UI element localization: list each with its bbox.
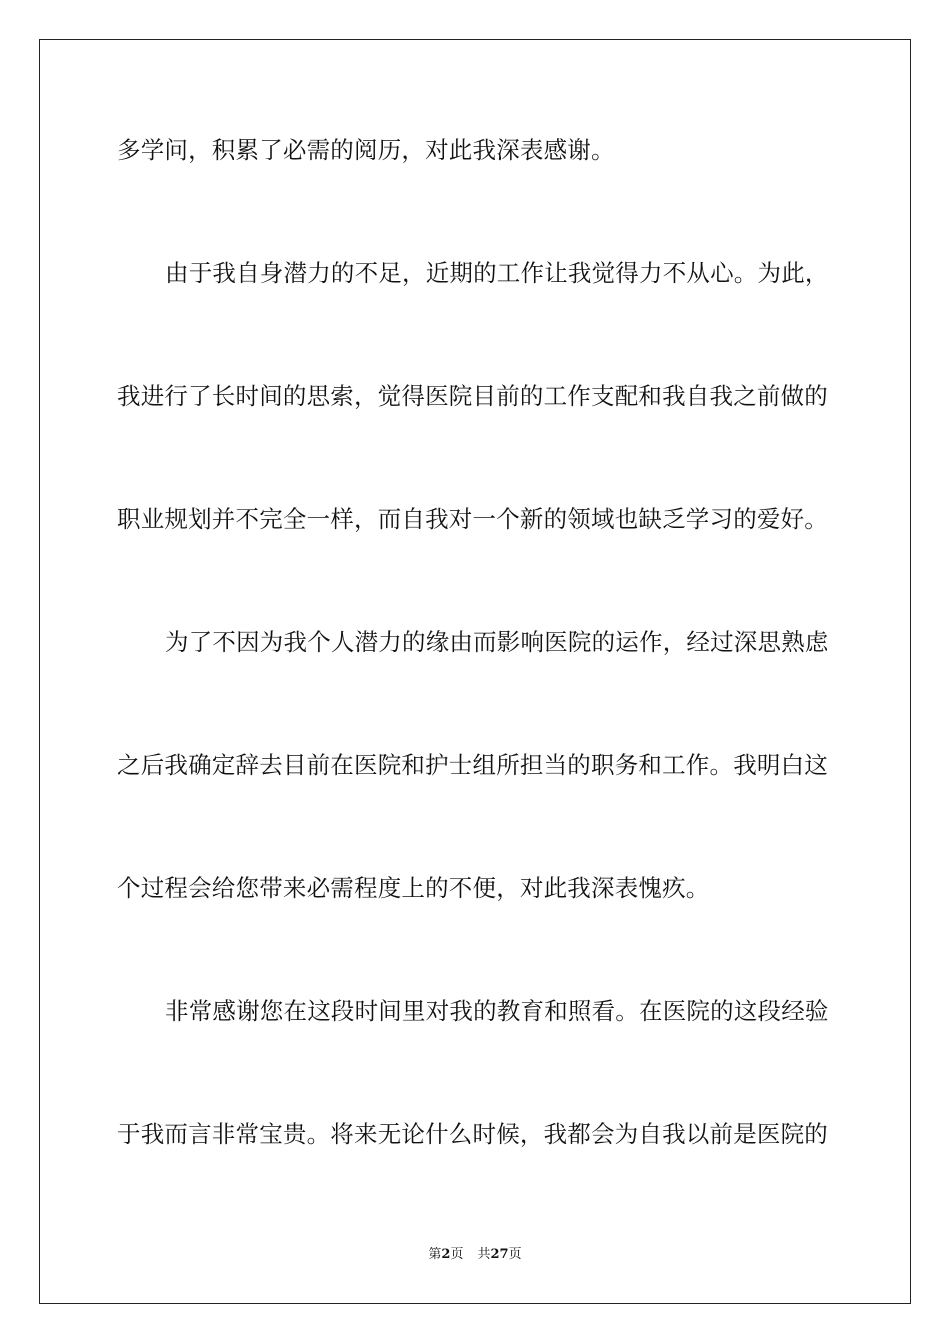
body-text-line-4: 职业规划并不完全一样，而自我对一个新的领域也缺乏学习的爱好。 xyxy=(117,505,828,533)
body-text-line-3: 我进行了长时间的思索，觉得医院目前的工作支配和我自我之前做的 xyxy=(117,382,828,410)
body-text-line-6: 之后我确定辞去目前在医院和护士组所担当的职务和工作。我明白这 xyxy=(117,751,828,779)
body-text-line-8: 非常感谢您在这段时间里对我的教育和照看。在医院的这段经验 xyxy=(165,997,829,1025)
page-number: 2 xyxy=(441,1247,451,1262)
total-pages: 27 xyxy=(490,1247,509,1262)
page-footer xyxy=(0,1246,950,1264)
total-suffix: 页 xyxy=(508,1247,522,1262)
page-suffix: 页 xyxy=(450,1247,464,1262)
body-text-line-9: 于我而言非常宝贵。将来无论什么时候，我都会为自我以前是医院的 xyxy=(117,1120,828,1148)
body-text-line-5: 为了不因为我个人潜力的缘由而影响医院的运作，经过深思熟虑 xyxy=(165,628,829,656)
body-text-line-2: 由于我自身潜力的不足，近期的工作让我觉得力不从心。为此， xyxy=(165,259,829,287)
body-text-line-1: 多学问，积累了必需的阅历，对此我深表感谢。 xyxy=(117,136,615,164)
page-border xyxy=(39,39,911,1304)
page-prefix: 第 xyxy=(428,1247,442,1262)
total-prefix: 共 xyxy=(477,1247,491,1262)
body-text-line-7: 个过程会给您带来必需程度上的不便，对此我深表愧疚。 xyxy=(117,874,710,902)
